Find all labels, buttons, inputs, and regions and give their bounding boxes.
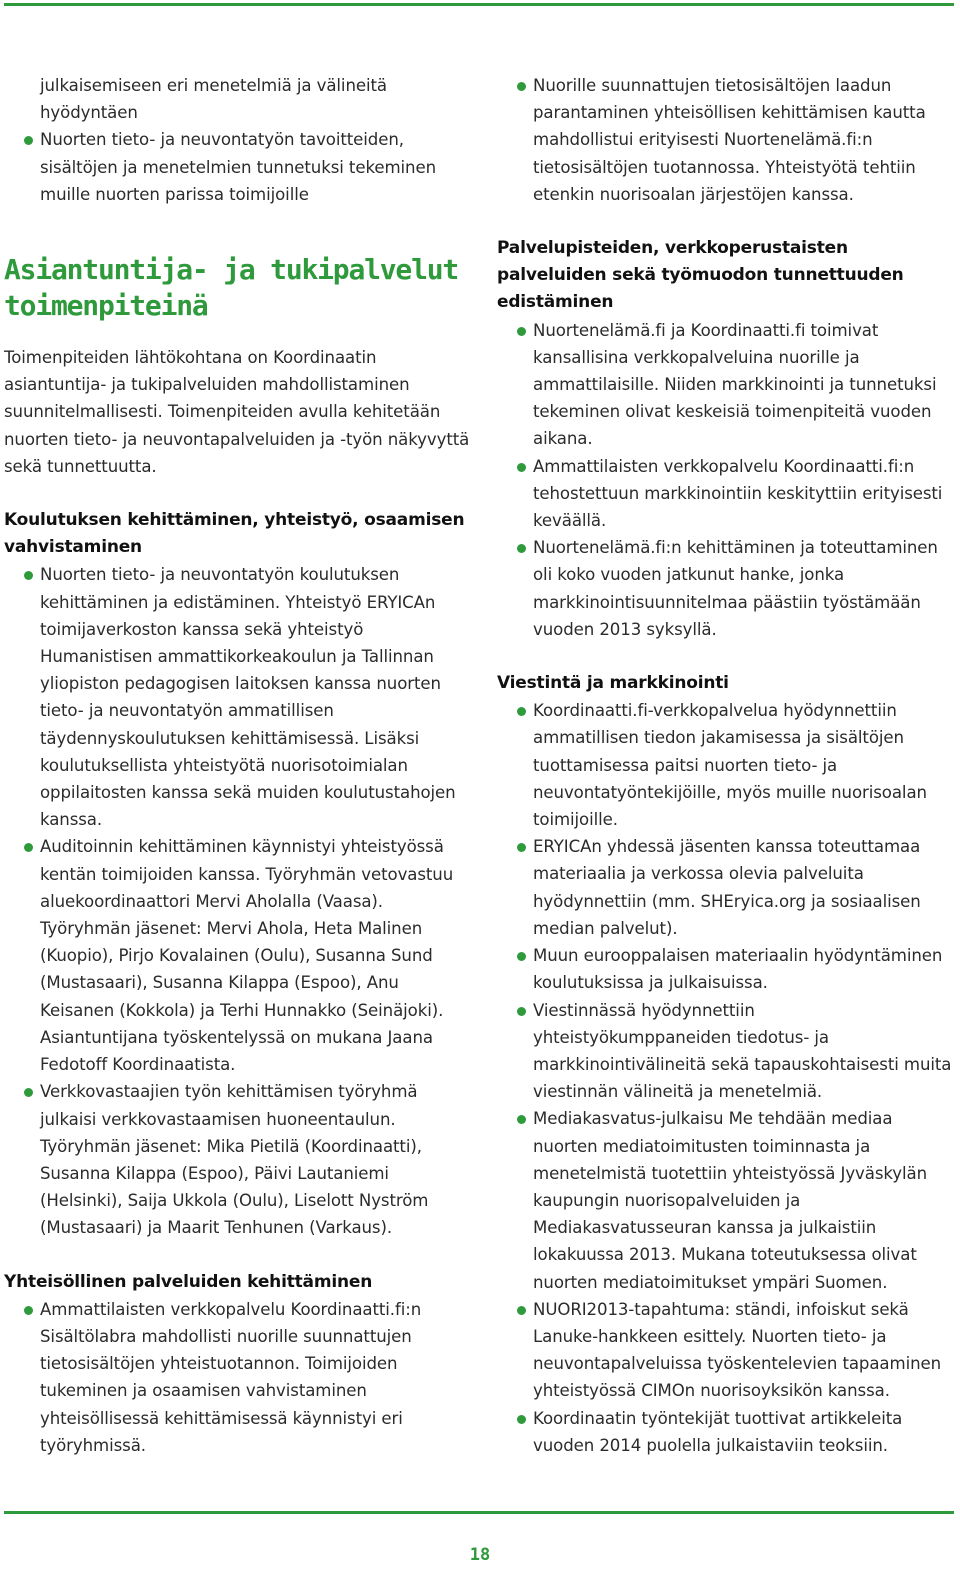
list-item: Ammattilaisten verkkopalvelu Koordinaatti.fi:n Sisältölabra mahdollisti nuorille suunnattujen tietosisältöjen yhteistuotannon. Toimijoiden tukeminen ja osaamisen vahvistaminen yhteisöllisessä kehittämisessä käynnistyi eri työryhmissä. (4, 1296, 474, 1459)
section-heading-asiantuntija: Asiantuntija- ja tukipalvelut toimenpiteinä (4, 253, 459, 323)
page-number: 18 (469, 1545, 491, 1565)
list-item: Mediakasvatus-julkaisu Me tehdään mediaa nuorten mediatoimitusten toiminnasta ja menetelmistä tuotettiin yhteistyössä Jyväskylän kaupungin nuorisopalveluiden ja Mediakasvatusseuran kanssa ja julkaistiin lokakuussa 2013. Mukana toteutuksessa olivat nuorten mediatoimitukset ympäri Suomen. (497, 1105, 957, 1295)
subheading-viestinta: Viestintä ja markkinointi (497, 673, 729, 694)
list-item: Nuortenelämä.fi ja Koordinaatti.fi toimivat kansallisina verkkopalveluina nuorille ja ammattilaisille. Niiden markkinointi ja tunnetuksi tekeminen olivat keskeisiä toimenpiteitä vuoden aikana. (497, 317, 957, 453)
list-item: NUORI2013-tapahtuma: ständi, infoiskut sekä Lanuke-hankkeen esittely. Nuorten tieto- ja neuvontapalveluissa työskentelevien tapaaminen yhteistyössä CIMOn nuorisoyksikön kanssa. (497, 1296, 957, 1405)
list-item: Nuorten tieto- ja neuvontatyön koulutuksen kehittäminen ja edistäminen. Yhteistyö ERYICAn toimijaverkoston kanssa sekä yhteistyö Humanistisen ammattikorkeakoulun ja Tallinnan yliopiston pedagogisen laitoksen kanssa nuorten tieto- ja neuvontatyön ammatillisen täydennyskoulutuksen kehittämisessä. Lisäksi koulutuksellista yhteistyötä nuorisotoimialan oppilaitosten kanssa sekä muiden koulutustahojen kanssa. (4, 561, 474, 833)
list-item: Nuortenelämä.fi:n kehittäminen ja toteuttaminen oli koko vuoden jatkunut hanke, jonka markkinointisuunnitelmaa päästiin työstämään vuoden 2013 syksyllä. (497, 534, 957, 643)
list-item: Muun eurooppalaisen materiaalin hyödyntäminen koulutuksissa ja julkaisuissa. (497, 942, 957, 996)
palvelupisteet-list (497, 317, 957, 643)
list-item: Auditoinnin kehittäminen käynnistyi yhteistyössä kentän toimijoiden kanssa. Työryhmän vetovastuu aluekoordinaattori Mervi Aholalla (Vaasa). Työryhmän jäsenet: Mervi Ahola, Heta Malinen (Kuopio), Pirjo Kovalainen (Oulu), Susanna Sund (Mustasaari), Susanna Kilappa (Espoo), Anu Keisanen (Kokkola) ja Terhi Hunnakko (Seinäjoki). Asiantuntijana työskentelyssä on mukana Jaana Fedotoff Koordinaatista. (4, 833, 474, 1078)
body-paragraph: Toimenpiteiden lähtökohtana on Koordinaatin asiantuntija- ja tukipalveluiden mahdollistaminen suunnitelmallisesti. Toimenpiteiden avulla kehitetään nuorten tieto- ja neuvontapalveluiden ja -työn näkyvyttä sekä tunnettuutta. (4, 348, 470, 476)
list-item: ERYICAn yhdessä jäsenten kanssa toteuttamaa materiaalia ja verkossa olevia palveluita hyödynnettiin (mm. SHEryica.org ja sosiaalisen median palvelut). (497, 833, 957, 942)
koulutus-list (4, 561, 474, 1241)
list-item: Koordinaatin työntekijät tuottivat artikkeleita vuoden 2014 puolella julkaistaviin teoksiin. (497, 1405, 957, 1459)
subheading-yhteisollinen: Yhteisöllinen palveluiden kehittäminen (4, 1271, 373, 1292)
list-item: Verkkovastaajien työn kehittämisen työryhmä julkaisi verkkovastaamisen huoneentaulun. Työryhmän jäsenet: Mika Pietilä (Koordinaatti), Susanna Kilappa (Espoo), Päivi Lautaniemi (Helsinki), Saija Ukkola (Oulu), Liselott Nyström (Mustasaari) ja Maarit Tenhunen (Varkaus). (4, 1078, 474, 1241)
list-item: Nuorten tieto- ja neuvontatyön tavoitteiden, sisältöjen ja menetelmien tunnetuksi tekeminen muille nuorten parissa toimijoille (4, 126, 474, 208)
viestinta-list (497, 697, 957, 1459)
yhteisollinen-list (4, 1296, 474, 1459)
continued-text: julkaisemiseen eri menetelmiä ja välineitä hyödyntäen (40, 76, 387, 123)
subheading-palvelupisteet: Palvelupisteiden, verkkoperustaisten palveluiden sekä työmuodon tunnettuuden edistäminen (497, 238, 904, 313)
left-column (4, 72, 474, 1459)
list-item: Koordinaatti.fi-verkkopalvelua hyödynnettiin ammatillisen tiedon jakamisessa ja sisältöjen tuottamisessa paitsi nuorten tieto- ja neuvontatyöntekijöille, myös muille nuorisoalan toimijoille. (497, 697, 957, 833)
right-column (497, 72, 957, 1459)
list-item: Viestinnässä hyödynnettiin yhteistyökumppaneiden tiedotus- ja markkinointivälineitä sekä tapauskohtaisesti muita viestinnän välineitä ja menetelmiä. (497, 997, 957, 1106)
right-intro-list (497, 72, 957, 208)
left-intro-list (4, 72, 474, 208)
list-item: Nuorille suunnattujen tietosisältöjen laadun parantaminen yhteisöllisen kehittämisen kautta mahdollistui erityisesti Nuortenelämä.fi:n tietosisältöjen tuotannossa. Yhteistyötä tehtiin etenkin nuorisoalan järjestöjen kanssa. (497, 72, 957, 208)
bottom-rule (4, 1511, 954, 1514)
subheading-koulutus: Koulutuksen kehittäminen, yhteistyö, osaamisen vahvistaminen (4, 510, 465, 558)
list-item: Ammattilaisten verkkopalvelu Koordinaatti.fi:n tehostettuun markkinointiin keskityttiin erityisesti keväällä. (497, 453, 957, 535)
top-rule (4, 3, 954, 6)
